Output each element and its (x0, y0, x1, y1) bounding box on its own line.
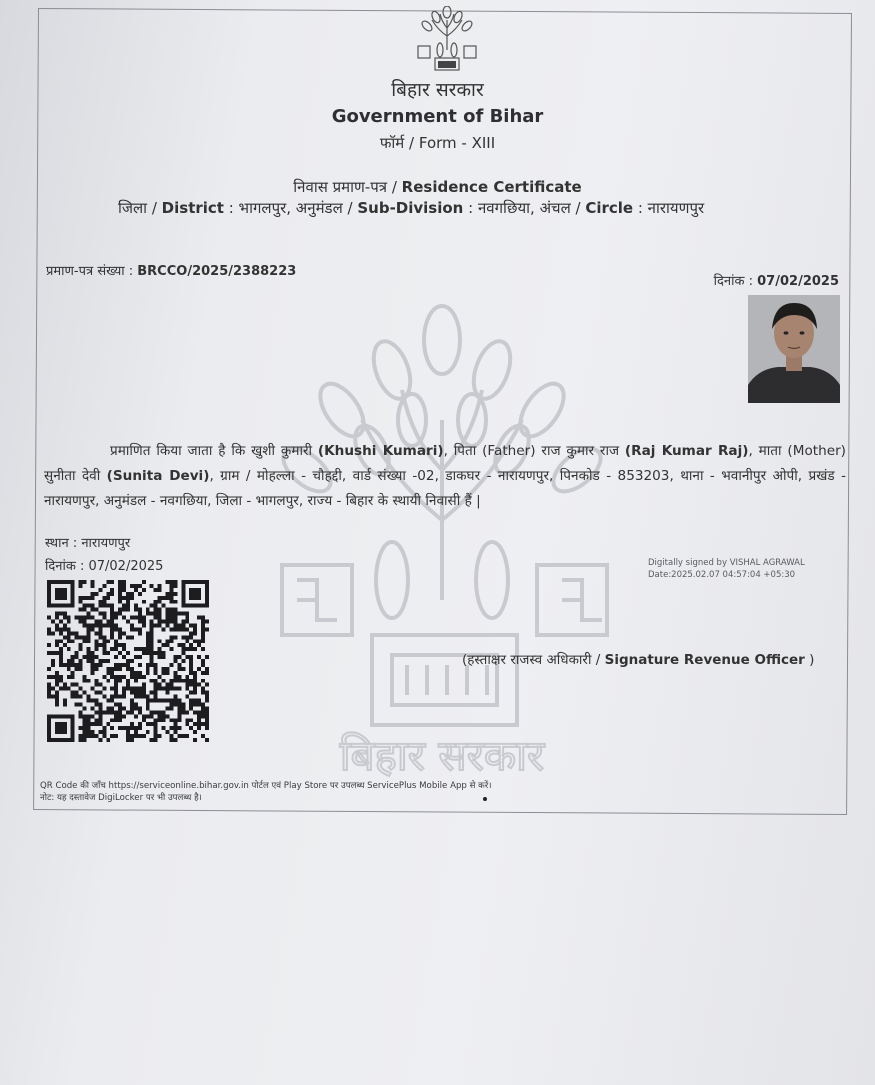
circle-label: Circle (585, 199, 634, 217)
signature-caption (462, 650, 814, 668)
qr-code (46, 580, 210, 742)
qr-verification-note: QR Code की जाँच https://serviceonline.bihar.gov.in पोर्टल एवं Play Store पर उपलब्ध ServicePlus Mobile App से करें। (40, 781, 492, 791)
subdivision-value: : नवगछिया, अंचल / (463, 199, 586, 217)
signature-close: ) (804, 652, 815, 668)
circle-value: : नारायणपुर (633, 199, 705, 217)
body-part-3: राज कुमार राज (535, 443, 625, 459)
form-number: फॉर्म / Form - XIII (379, 134, 496, 152)
body-father-tag: (Father) (482, 443, 536, 459)
person-photo-icon (748, 295, 840, 403)
body-part-6: , ग्राम / मोहल्ला - चौहद्दी, वार्ड संख्या -02, डाकघर - नारायणपुर, पिनकोड - 853203, थाना - भवानीपुर ओपी, प्रखंड - नारायणपुर, अनुमंडल - नवगछिया, जिला - भागलपुर, राज्य - बिहार के स्थायी निवासी हैं | (44, 468, 846, 509)
body-part-4: , माता (748, 443, 788, 459)
district-line (118, 198, 704, 218)
signature-hindi: (हस्ताक्षर राजस्व अधिकारी / (462, 652, 605, 668)
issue-date (714, 271, 839, 289)
bihar-emblem-icon (414, 6, 480, 74)
subdivision-label: Sub-Division (357, 199, 464, 217)
district-label: जिला / (118, 199, 162, 217)
body-part-2: , पिता (443, 443, 483, 459)
digital-signature-name: Digitally signed by VISHAL AGRAWAL (648, 558, 805, 568)
body-mother-en: (Sunita Devi) (106, 468, 210, 484)
certificate-body (44, 439, 846, 514)
certificate-number-label: प्रमाण-पत्र संख्या : (46, 264, 138, 279)
body-mother-tag: (Mother) (787, 443, 846, 459)
bodhi-tree-watermark (262, 300, 622, 780)
body-father-en: (Raj Kumar Raj) (624, 443, 749, 459)
title-english: Residence Certificate (401, 178, 582, 196)
certificate-number (46, 261, 296, 279)
ink-dot (483, 797, 487, 801)
issue-date-label: दिनांक : (713, 274, 758, 289)
body-part-1: प्रमाणित किया जाता है कि खुशी कुमारी (110, 443, 318, 459)
district-label-en: District (161, 199, 224, 217)
certificate-title (0, 177, 875, 197)
govt-hindi-heading: बिहार सरकार (391, 79, 484, 101)
certificate-number-value: BRCCO/2025/2388223 (137, 264, 297, 279)
issue-date-value: 07/02/2025 (757, 274, 839, 289)
title-hindi: निवास प्रमाण-पत्र / (293, 178, 402, 196)
body-name-en: (Khushi Kumari) (317, 443, 444, 459)
applicant-photo (748, 295, 840, 403)
district-value: : भागलपुर, अनुमंडल / (223, 199, 358, 217)
digilocker-note: नोट: यह दस्तावेज DigiLocker पर भी उपलब्ध है। (40, 793, 202, 803)
digital-signature-date: Date:2025.02.07 04:57:04 +05:30 (648, 570, 796, 580)
footer-date-line: दिनांक : 07/02/2025 (45, 559, 164, 574)
govt-english-heading: Government of Bihar (331, 106, 544, 127)
body-part-5: सुनीता देवी (44, 468, 107, 484)
watermark-text: बिहार सरकार (339, 731, 545, 780)
place-line: स्थान : नारायणपुर (45, 536, 131, 551)
signature-english: Signature Revenue Officer (604, 652, 805, 668)
